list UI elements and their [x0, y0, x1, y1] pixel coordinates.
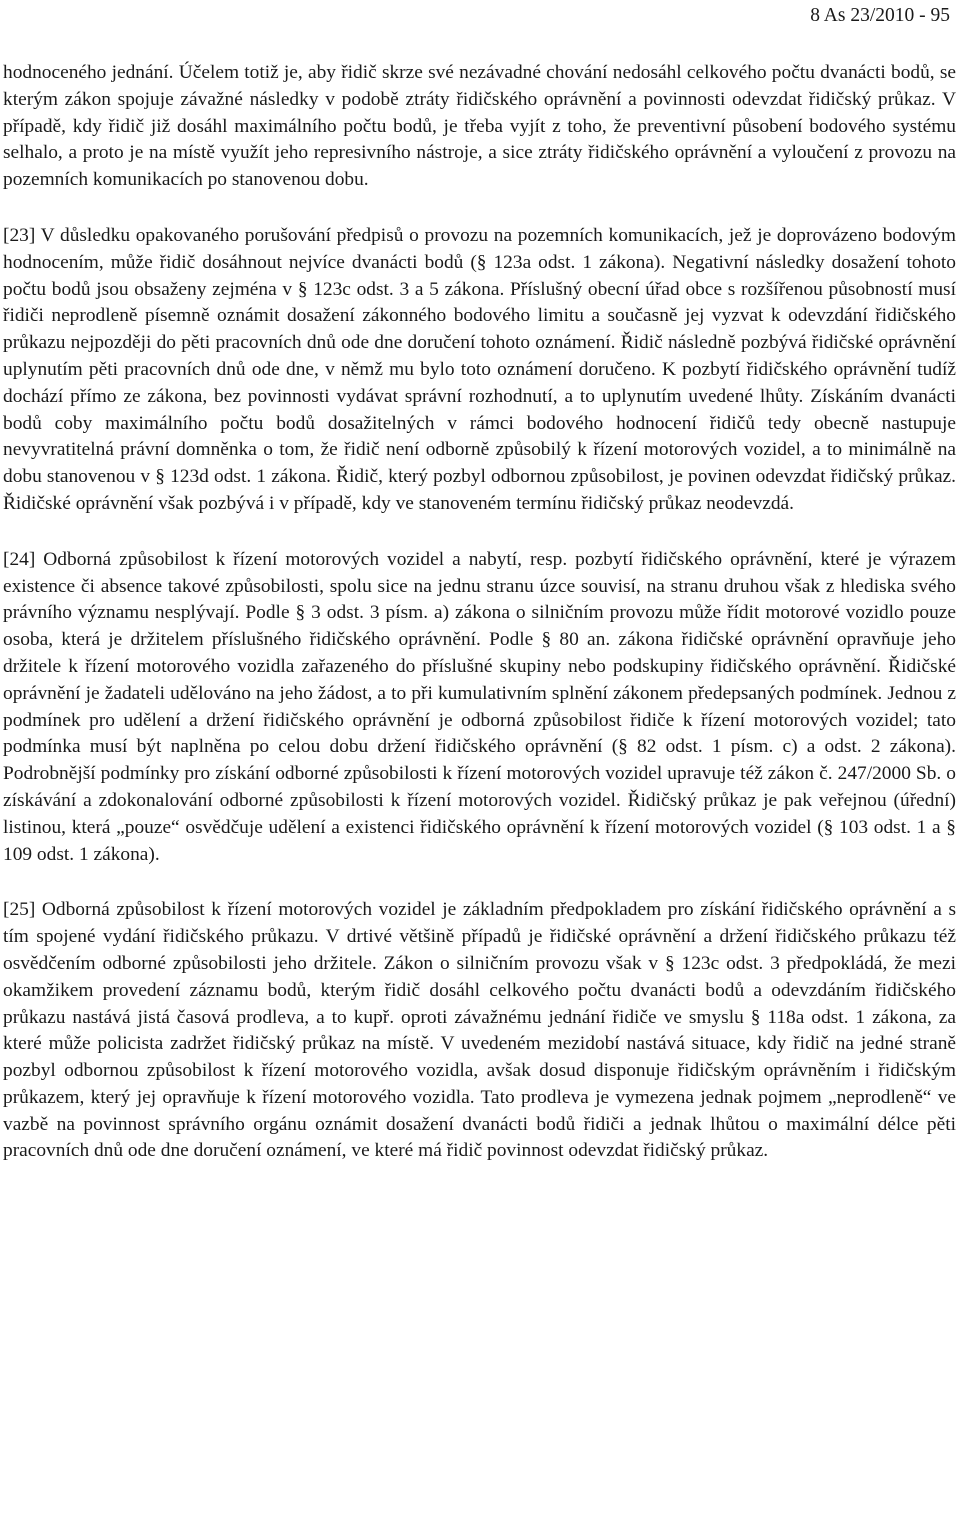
- paragraph-24: [24] Odborná způsobilost k řízení motorových vozidel a nabytí, resp. pozbytí řidičského oprávnění, které je výrazem existence či absence takové způsobilosti, spolu sice na jednu stranu úzce souvisí, na stranu druhou však z hlediska svého právního významu nesplývají. Podle § 3 odst. 3 písm. a) zákona o silničním provozu může řídit motorové vozidlo pouze osoba, která je držitelem příslušného řidičského oprávnění. Podle § 80 an. zákona řidičské oprávnění opravňuje jeho držitele k řízení motorového vozidla zařazeného do příslušné skupiny nebo podskupiny řidičského oprávnění. Řidičské oprávnění je žadateli udělováno na jeho žádost, a to při kumulativním splnění zákonem předepsaných podmínek. Jednou z podmínek pro udělení a držení řidičského oprávnění je odborná způsobilost řidiče k řízení motorových vozidel; tato podmínka musí být naplněna po celou dobu držení řidičského oprávnění (§ 82 odst. 1 písm. c) a odst. 2 zákona). Podrobnější podmínky pro získání odborné způsobilosti k řízení motorových vozidel upravuje též zákon č. 247/2000 Sb. o získávání a zdokonalování odborné způsobilosti k řízení motorových vozidel. Řidičský průkaz je pak veřejnou (úřední) listinou, která „pouze“ osvědčuje udělení a existenci řidičského oprávnění k řízení motorových vozidel (§ 103 odst. 1 a § 109 odst. 1 zákona).: [3, 548, 956, 865]
- case-number-header: 8 As 23/2010 - 95: [810, 5, 950, 26]
- paragraph-continuation: hodnoceného jednání. Účelem totiž je, aby řidič skrze své nezávadné chování nedosáhl celkového počtu dvanácti bodů, se kterým zákon spojuje závažné následky v podobě ztráty řidičského oprávnění a povinnosti odevzdat řidičský průkaz. V případě, kdy řidič již dosáhl maximálního počtu bodů, je třeba vyjít z toho, že preventivní působení bodového systému selhalo, a proto je na místě využít jeho represivního nástroje, a sice ztráty řidičského oprávnění a vyloučení z provozu na pozemních komunikacích po stanovenou dobu.: [3, 62, 956, 191]
- paragraph-23: [23] V důsledku opakovaného porušování předpisů o provozu na pozemních komunikacích, jež je doprovázeno bodovým hodnocením, může řidič dosáhnout nejvíce dvanácti bodů (§ 123a odst. 1 zákona). Negativní následky dosažení tohoto počtu bodů jsou obsaženy zejména v § 123c odst. 3 a 5 zákona. Příslušný obecní úřad obce s rozšířenou působností musí řidiči neprodleně písemně oznámit dosažení zákonného bodového limitu a současně jej vyzvat k odevzdání řidičského průkazu nejpozději do pěti pracovních dnů ode dne doručení tohoto oznámení. Řidič následně pozbývá řidičské oprávnění uplynutím pěti pracovních dnů ode dne, v němž mu bylo toto oznámení doručeno. K pozbytí řidičského oprávnění tudíž dochází přímo ze zákona, bez povinnosti vydávat správní rozhodnutí, a to uplynutím uvedené lhůty. Získáním dvanácti bodů coby maximálního počtu bodů dosažitelných v rámci bodového hodnocení řidičů tedy obecně nastupuje nevyvratitelná právní domněnka o tom, že řidič není odborně způsobilý k řízení motorových vozidel, a to minimálně na dobu stanovenou v § 123d odst. 1 zákona. Řidič, který pozbyl odbornou způsobilost, je povinen odevzdat řidičský průkaz. Řidičské oprávnění však pozbývá i v případě, kdy ve stanoveném termínu řidičský průkaz neodevzdá.: [3, 224, 956, 514]
- document-body: [3, 60, 956, 1194]
- paragraph-25: [25] Odborná způsobilost k řízení motorových vozidel je základním předpokladem pro získání řidičského oprávnění a s tím spojené vydání řidičského průkazu. V drtivé většině případů je řidičské oprávnění a držení řidičského průkazu též osvědčením odborné způsobilosti jeho držitele. Zákon o silničním provozu však v § 123c odst. 3 předpokládá, že mezi okamžikem provedení záznamu bodů, kterým řidič dosáhl celkového počtu dvanácti bodů a odevzdáním řidičského průkazu nastává jistá časová prodleva, a to kupř. oproti závažnému jednání řidiče ve smyslu § 118a odst. 1 zákona, za které může policista zadržet řidičský průkaz na místě. V uvedeném mezidobí nastává situace, kdy řidič na jedné straně pozbyl odbornou způsobilost k řízení motorového vozidla, avšak dosud disponuje řidičským oprávněním i řidičským průkazem, který jej opravňuje k řízení motorového vozidla. Tato prodleva je vymezena jednak pojmem „neprodleně“ ve vazbě na povinnost správního orgánu oznámit dosažení dvanácti bodů řidiči a jednak lhůtou o maximální délce pěti pracovních dnů ode dne doručení oznámení, ve které má řidič povinnost odevzdat řidičský průkaz.: [3, 899, 956, 1162]
